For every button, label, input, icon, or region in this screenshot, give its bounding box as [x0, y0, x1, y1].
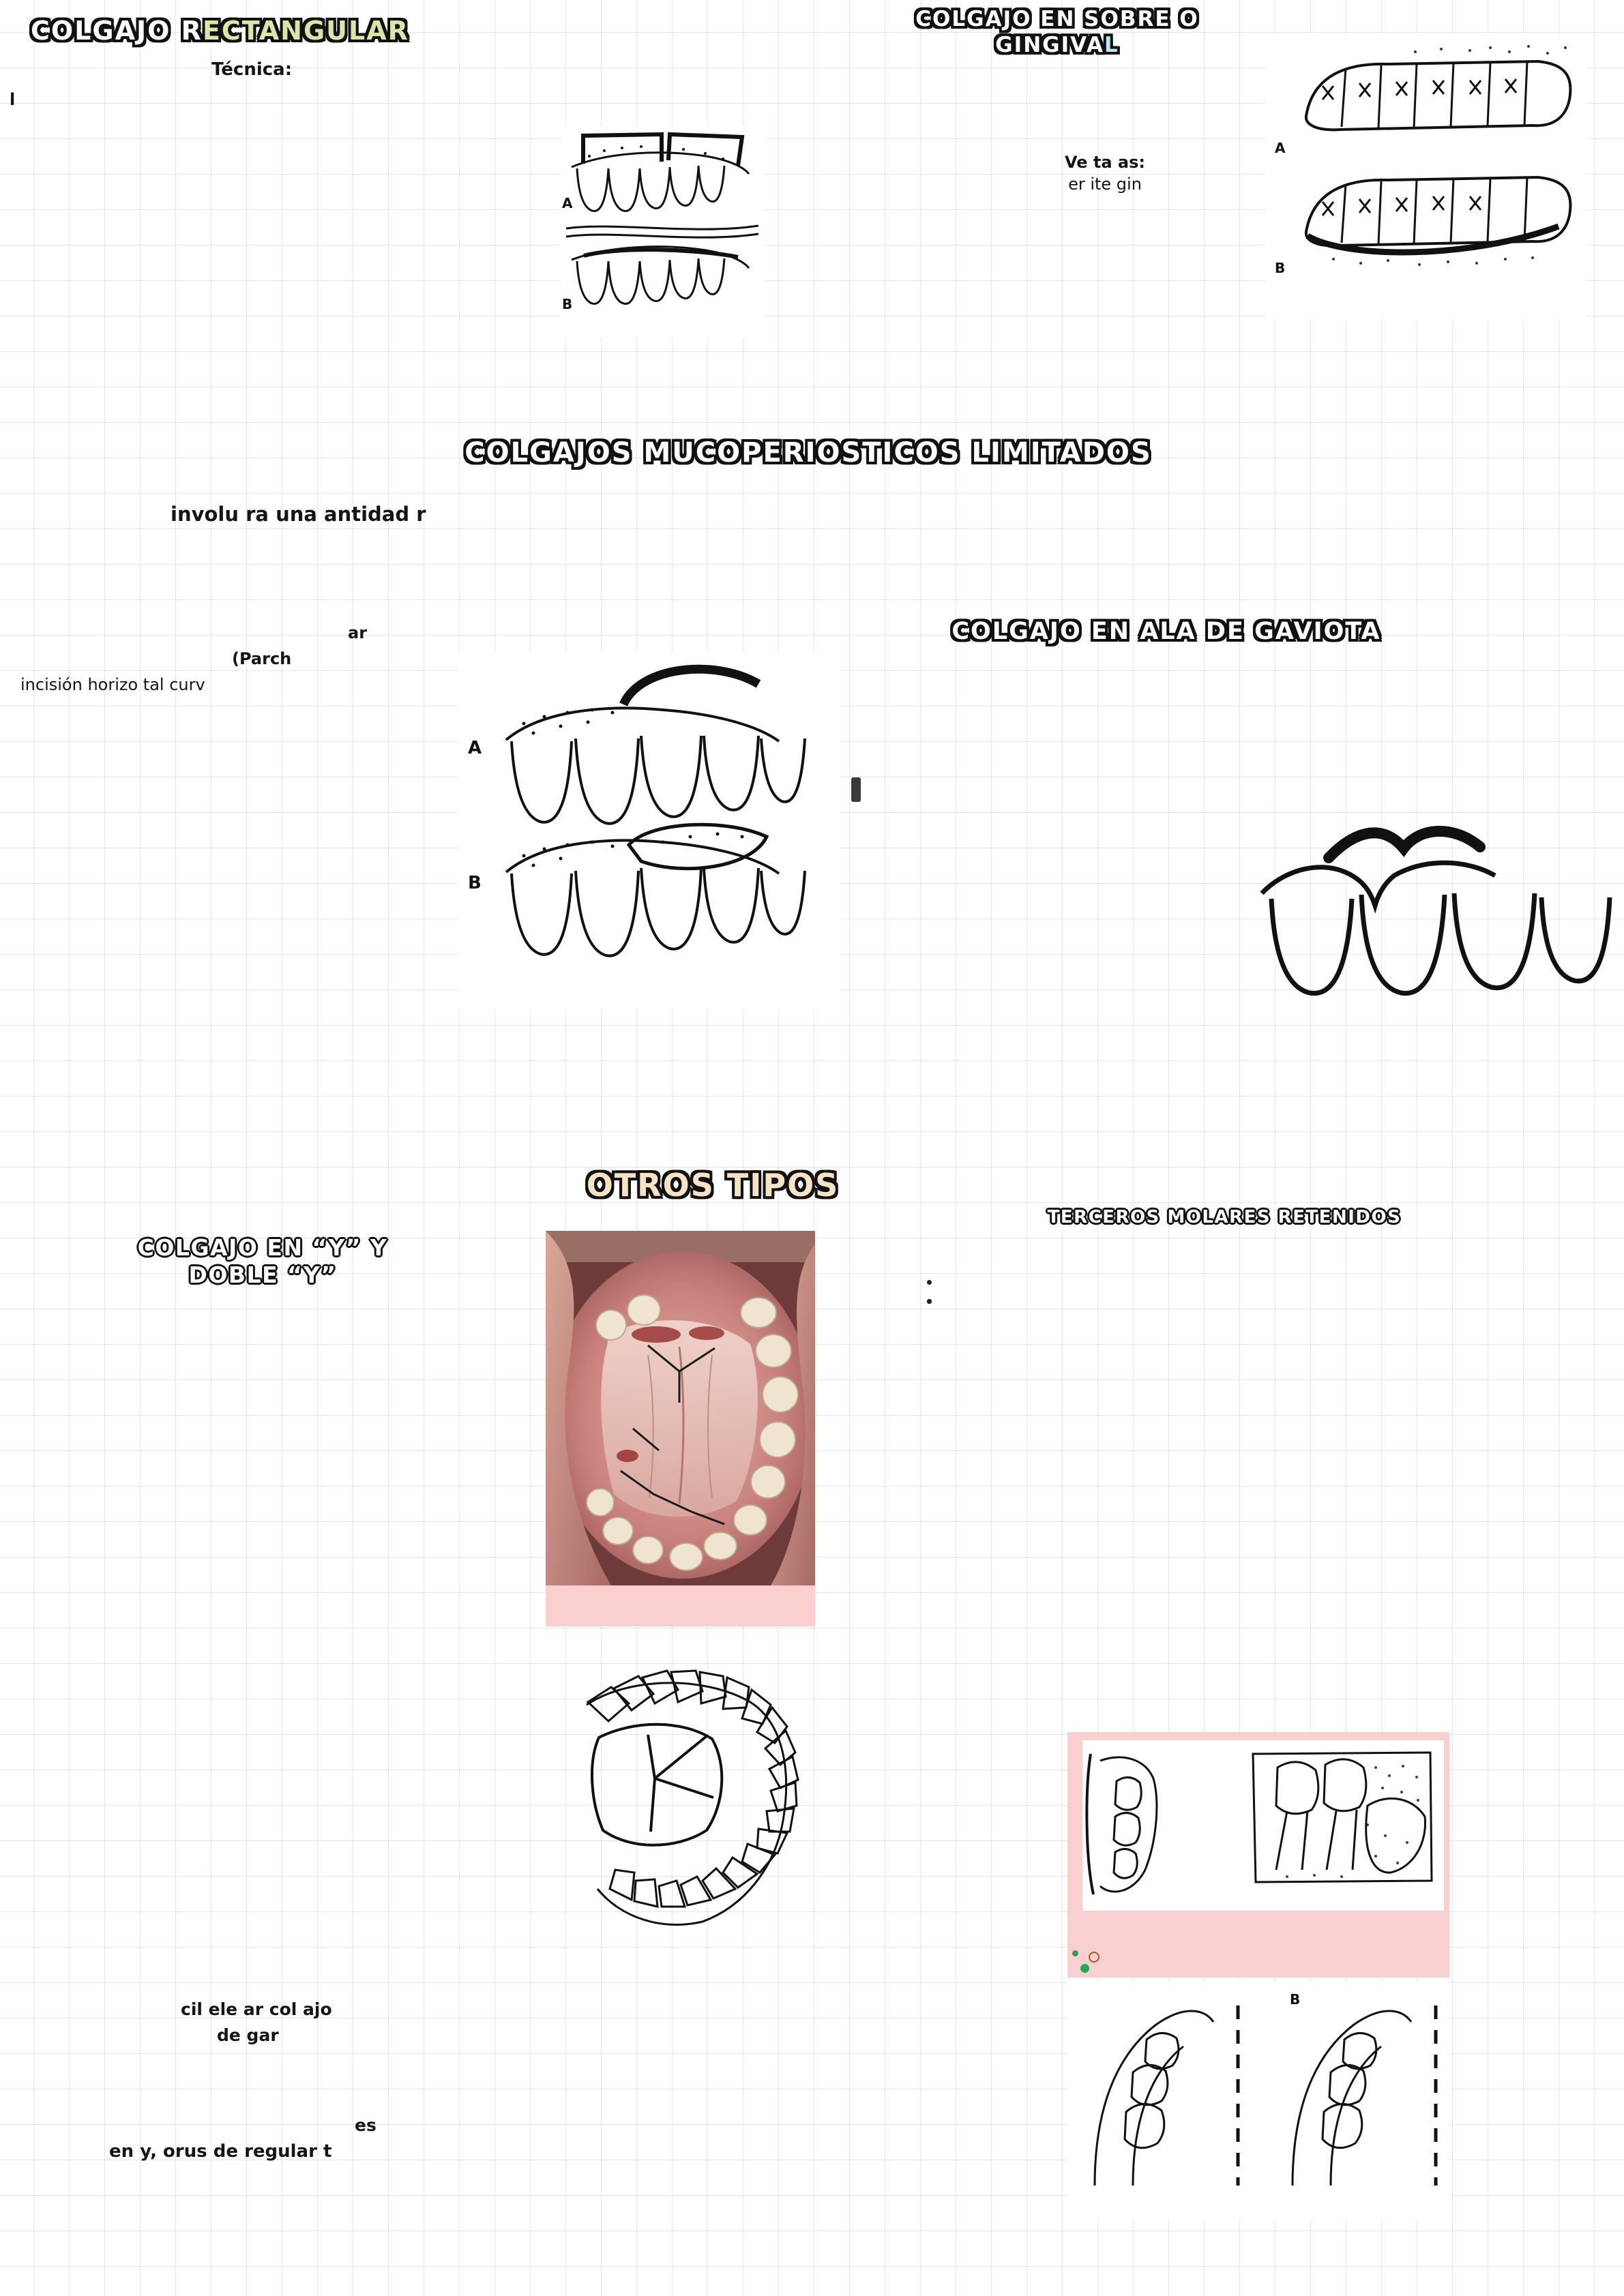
svg-text:B: B: [562, 296, 573, 312]
note-y-3: es: [355, 2115, 377, 2135]
heading-y-line2: DOBLE “Y”: [188, 1262, 337, 1289]
figure-colgajo-sobre: [1265, 34, 1586, 320]
list-terceros-molares: [924, 1275, 1347, 1294]
text-mucoperiosticos: involu ra una antidad r: [171, 503, 426, 526]
figure-frame-molar-top: [1067, 1732, 1449, 1978]
label-ventajas: [1016, 151, 1194, 196]
svg-text:B: B: [1275, 260, 1286, 276]
figure-colgajo-parch: [458, 651, 840, 1009]
heading-ala-gaviota: COLGAJO EN ALA DE GAVIOTA: [951, 618, 1381, 645]
figure-rectangular-svg: [559, 126, 764, 338]
figure-sobre-svg: [1265, 34, 1586, 320]
heading-mucoperiosticos: COLGAJOS MUCOPERIOSTICOS LIMITADOS: [464, 437, 1152, 468]
heading-colgajo-y: [65, 1234, 460, 1289]
orange-ring-marker: [1089, 1952, 1099, 1963]
left-margin-mark: l: [10, 90, 16, 109]
figure-molar-top-svg: [1082, 1740, 1444, 1911]
photo-frame-palatal-flap: [546, 1231, 815, 1626]
heading-otros-tipos: [508, 1166, 917, 1204]
text-incision: incisión horizo tal curv: [20, 675, 205, 694]
heading-colgajo-rectangular: [31, 15, 549, 46]
heading-y-line1: COLGAJO EN “Y” Y: [137, 1234, 388, 1261]
heading-rectangular-part1: COLGAJO R: [31, 16, 203, 46]
heading-otros-tipos-text: OTROS TIPOS: [586, 1167, 840, 1204]
figure-molar-bottom-svg: [1067, 1981, 1449, 2220]
svg-text:A: A: [1275, 140, 1286, 156]
clinical-photo: [546, 1231, 815, 1626]
svg-text:B: B: [468, 873, 482, 893]
note-y-4: en y, orus de regular t: [109, 2141, 332, 2162]
svg-text:A: A: [562, 195, 573, 211]
label-ar: ar: [348, 623, 368, 642]
figure-colgajo-rectangular: [559, 126, 764, 338]
heading-colgajo-sobre-gingival: [839, 7, 1275, 59]
note-y-2: de gar: [217, 2025, 279, 2045]
figure-gaviota-svg: [1241, 818, 1623, 1023]
heading-sobre-line2: [839, 33, 1275, 59]
svg-text:A: A: [468, 738, 482, 758]
green-dot-marker: [1080, 1964, 1089, 1973]
figure-ala-gaviota: [1241, 818, 1623, 1023]
page-tick-mark: [851, 777, 861, 802]
heading-sobre-line2a: GINGIVA: [995, 32, 1105, 57]
figure-colgajo-y-arch: [546, 1664, 812, 1937]
ventajas-text: er ite gin: [1068, 175, 1142, 194]
ventajas-title: Ve ta as:: [1065, 153, 1145, 172]
heading-terceros-molares: TERCEROS MOLARES RETENIDOS: [1047, 1207, 1402, 1227]
label-tecnica: Técnica:: [211, 59, 293, 80]
note-y-1: cil ele ar col ajo: [181, 1999, 332, 2019]
heading-rectangular-part2: ECTANGULAR: [202, 16, 409, 46]
green-dot-marker-small: [1072, 1950, 1078, 1956]
figure-y-arch-svg: [546, 1664, 812, 1937]
heading-sobre-line1: COLGAJO EN SOBRE O: [915, 7, 1199, 31]
figure-frame-molar-bottom: [1067, 1981, 1449, 2220]
figure-parch-svg: [458, 651, 840, 1009]
heading-sobre-line2b: L: [1104, 32, 1119, 57]
svg-text:B: B: [1290, 1991, 1301, 2008]
figure-molar-top-inner: [1082, 1740, 1444, 1911]
label-parch: (Parch: [232, 649, 292, 668]
